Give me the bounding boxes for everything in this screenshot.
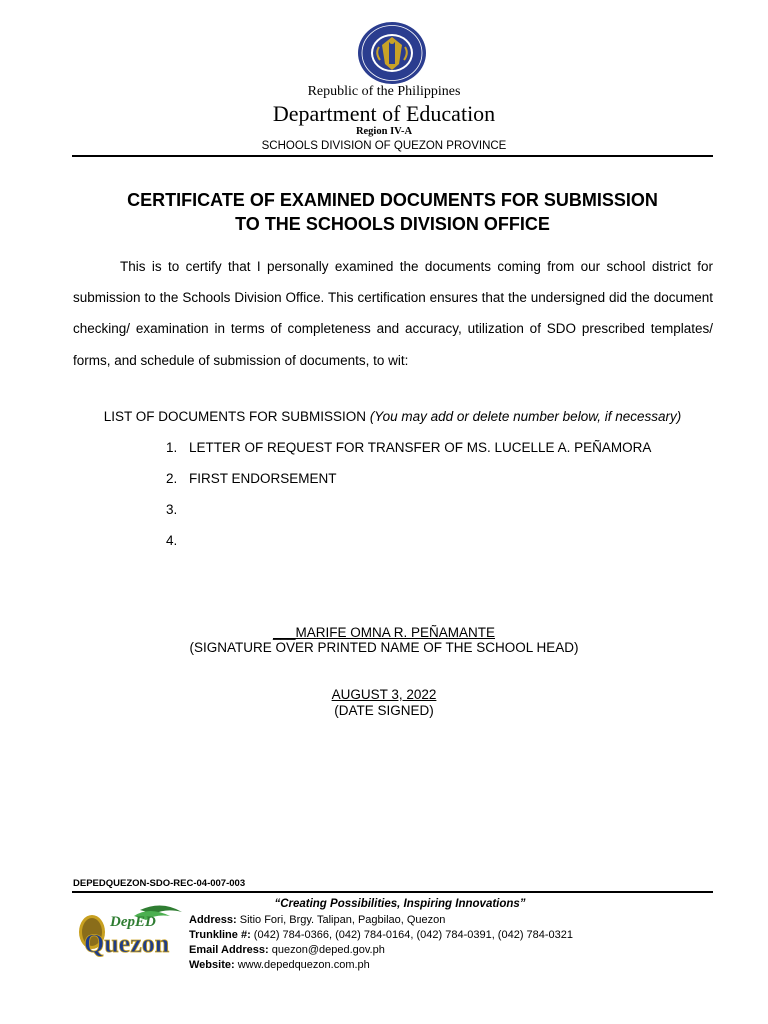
republic-header: Republic of the Philippines [307, 84, 461, 99]
logo-deped-text: DepED [110, 914, 156, 930]
signature-caption: (SIGNATURE OVER PRINTED NAME OF THE SCHOOL HEAD) [189, 640, 579, 655]
footer-tagline: “Creating Possibilities, Inspiring Innovations” [274, 898, 526, 910]
signatory-name-line [0, 625, 768, 640]
date-signed-line [0, 687, 768, 702]
date-signed-value: AUGUST 3, 2022 [331, 687, 437, 702]
department-title: Department of Education [272, 101, 496, 126]
email-label: Email Address: [189, 944, 269, 956]
date-caption: (DATE SIGNED) [334, 703, 434, 718]
division-label: SCHOOLS DIVISION OF QUEZON PROVINCE [261, 140, 507, 152]
deped-seal-logo [355, 20, 429, 86]
address-value: Sitio Fori, Brgy. Talipan, Pagbilao, Quezon [236, 914, 446, 926]
region-label: Region IV-A [355, 126, 413, 137]
list-item-number: 1. [166, 440, 178, 455]
list-item-number: 3. [166, 502, 178, 517]
website-value[interactable]: www.depedquezon.com.ph [234, 959, 370, 971]
footer-contact [189, 913, 573, 973]
list-item-text: FIRST ENDORSEMENT [189, 471, 337, 486]
certification-paragraph: This is to certify that I personally examined the documents coming from our school district for submission to the Schools Division Office. This certification ensures that the undersigned did the document checking/ examination in terms of completeness and accuracy, utilization of SDO prescribed templates/ forms, and schedule of submission of documents, to wit: [73, 259, 713, 368]
address-line [189, 913, 573, 928]
title-line-2: TO THE SCHOOLS DIVISION OFFICE [235, 214, 550, 234]
list-item [166, 532, 651, 563]
signatory-name: ___MARIFE OMNA R. PEÑAMANTE [272, 625, 496, 640]
email-line [189, 943, 573, 958]
website-label: Website: [189, 959, 235, 971]
trunkline-value: (042) 784-0366, (042) 784-0164, (042) 784-0391, (042) 784-0321 [250, 929, 574, 941]
list-heading-text: LIST OF DOCUMENTS FOR SUBMISSION [103, 409, 367, 424]
trunkline-line [189, 928, 573, 943]
list-item-text: LETTER OF REQUEST FOR TRANSFER OF MS. LUCELLE A. PEÑAMORA [189, 440, 652, 455]
list-item [166, 470, 651, 501]
footer-divider [72, 891, 713, 893]
address-label: Address: [189, 914, 237, 926]
list-item-number: 2. [166, 471, 178, 486]
document-code: DEPEDQUEZON-SDO-REC-04-007-003 [73, 878, 246, 889]
title-line-1: CERTIFICATE OF EXAMINED DOCUMENTS FOR SUBMISSION [127, 190, 658, 210]
trunkline-label: Trunkline #: [189, 929, 251, 941]
list-item-number: 4. [166, 533, 178, 548]
certificate-title [72, 188, 713, 236]
list-item [166, 439, 651, 470]
logo-quezon-text: Quezon [84, 929, 170, 958]
website-line [189, 958, 573, 973]
documents-list [166, 439, 651, 563]
email-value[interactable]: quezon@deped.gov.ph [268, 944, 385, 956]
header-divider [72, 155, 713, 157]
documents-list-heading [0, 409, 768, 424]
list-item [166, 501, 651, 532]
deped-quezon-logo [74, 902, 186, 960]
list-heading-note: (You may add or delete number below, if necessary) [369, 409, 682, 424]
